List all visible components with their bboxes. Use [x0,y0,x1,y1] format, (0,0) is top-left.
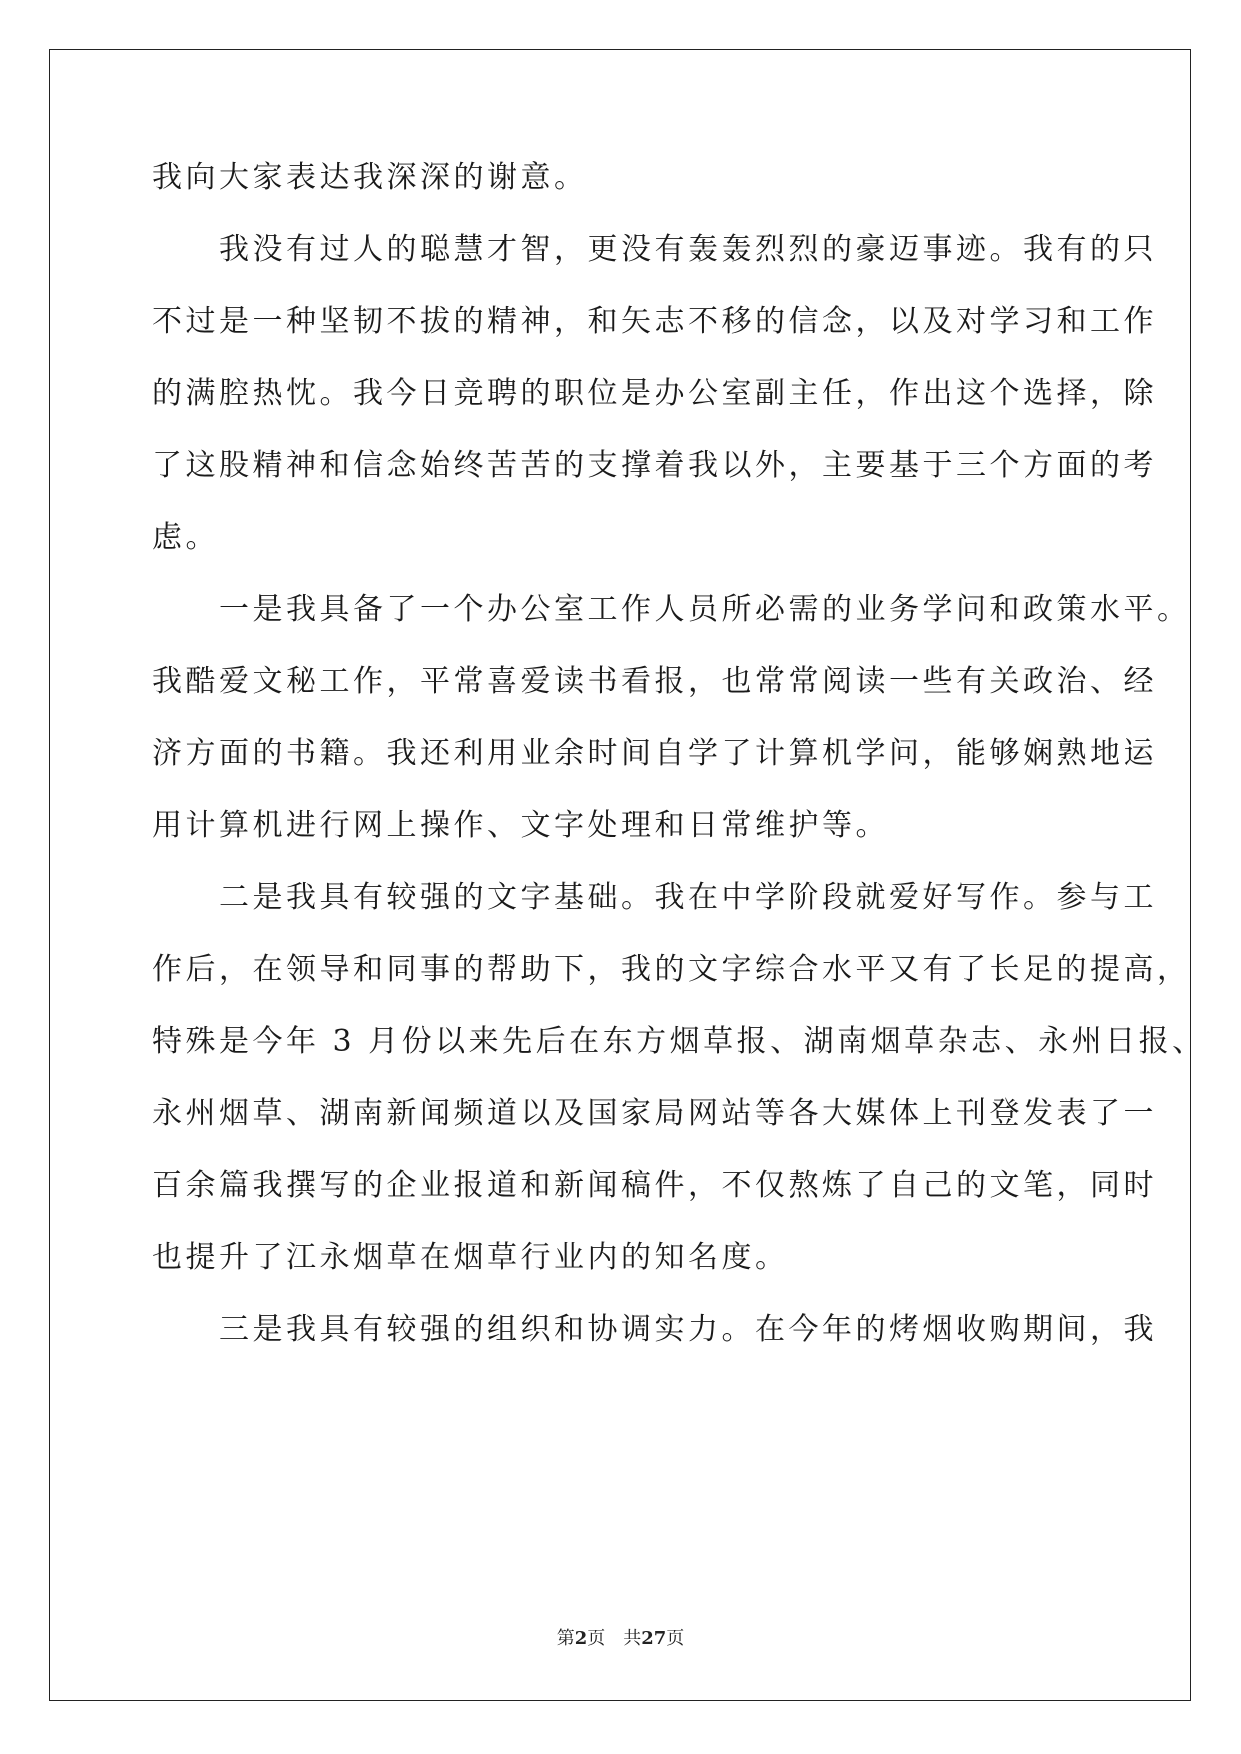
footer-page-prefix: 第 [556,1628,575,1649]
text-line: 也提升了江永烟草在烟草行业内的知名度。 [152,1240,789,1275]
text-line: 的满腔热忱。我今日竞聘的职位是办公室副主任，作出这个选择，除 [152,376,1157,411]
text-line: 济方面的书籍。我还利用业余时间自学了计算机学问，能够娴熟地运 [152,736,1157,771]
text-line: 作后，在领导和同事的帮助下，我的文字综合水平又有了长足的提高， [152,952,1191,987]
text-line: 我酷爱文秘工作，平常喜爱读书看报，也常常阅读一些有关政治、经 [152,664,1157,699]
text-line: 三是我具有较强的组织和协调实力。在今年的烤烟收购期间，我 [152,1312,1157,1347]
footer-total-suffix: 页 [666,1628,685,1649]
text-line: 特殊是今年 3 月份以来先后在东方烟草报、湖南烟草杂志、永州日报、 [152,1024,1206,1059]
text-line: 我没有过人的聪慧才智，更没有轰轰烈烈的豪迈事迹。我有的只 [152,232,1157,267]
text-line: 永州烟草、湖南新闻频道以及国家局网站等各大媒体上刊登发表了一 [152,1096,1157,1131]
text-line: 我向大家表达我深深的谢意。 [152,160,588,195]
text-line: 用计算机进行网上操作、文字处理和日常维护等。 [152,808,889,843]
footer-page-suffix: 页 [587,1628,606,1649]
page-footer [0,1624,1241,1650]
text-line: 虑。 [152,520,219,555]
text-line: 不过是一种坚韧不拔的精神，和矢志不移的信念，以及对学习和工作 [152,304,1157,339]
footer-total-prefix: 共 [623,1628,642,1649]
footer-page-number: 2 [574,1628,588,1649]
text-line: 二是我具有较强的文字基础。我在中学阶段就爱好写作。参与工 [152,880,1157,915]
text-line: 一是我具备了一个办公室工作人员所必需的业务学问和政策水平。 [152,592,1191,627]
footer-total-pages: 27 [641,1628,667,1649]
text-line: 了这股精神和信念始终苦苦的支撑着我以外，主要基于三个方面的考 [152,448,1157,483]
page-border [49,49,1191,1701]
text-line: 百余篇我撰写的企业报道和新闻稿件，不仅熬炼了自己的文笔，同时 [152,1168,1157,1203]
